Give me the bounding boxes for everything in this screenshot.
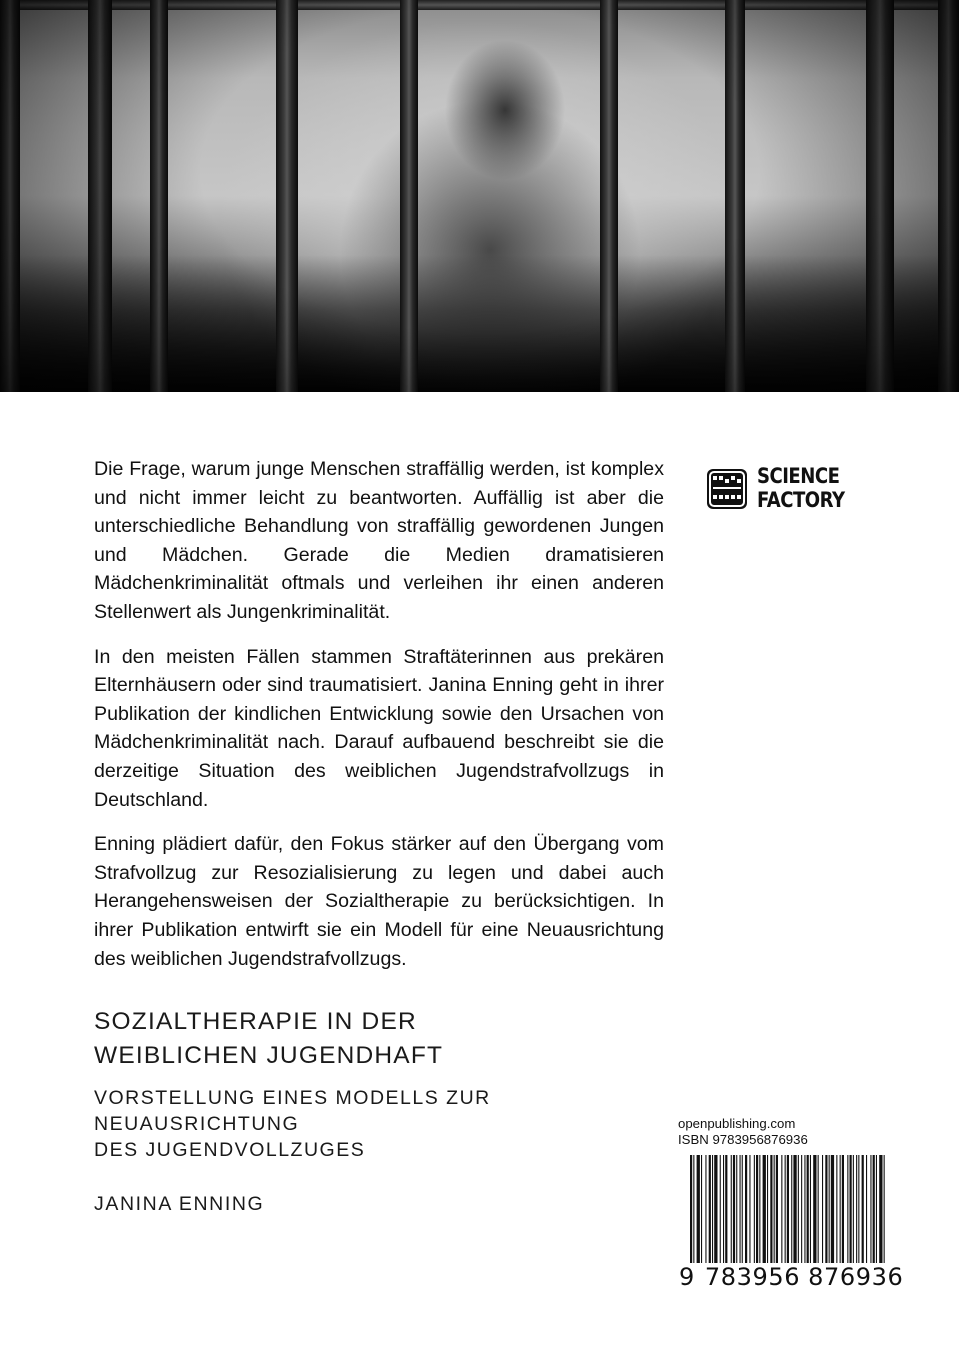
barcode-bar	[709, 1155, 711, 1263]
barcode-first-digit: 9	[679, 1263, 695, 1291]
barcode-bar	[807, 1155, 809, 1263]
isbn-label: ISBN 9783956876936	[678, 1132, 808, 1147]
barcode-bar	[774, 1155, 775, 1263]
barcode-bar	[733, 1155, 735, 1263]
barcode-bar	[693, 1155, 694, 1277]
book-description	[94, 455, 664, 989]
barcode-bar	[801, 1155, 802, 1263]
barcode-bar	[720, 1155, 721, 1263]
barcode-bar	[749, 1155, 750, 1263]
description-paragraph: Die Frage, warum junge Menschen straffällig werden, ist komplex und nicht immer leicht zu beantworten. Auffällig ist aber die unterschiedliche Behandlung von straffällig gewordenen Jungen und Mädchen. Gerade die Medien dramatisieren Mädchenkriminalität oftmals und verleihen ihr einen anderen Stellenwert als Jungenkriminalität.	[94, 458, 664, 623]
book-author: JANINA ENNING	[94, 1193, 265, 1215]
barcode-bar	[793, 1155, 796, 1263]
cover-photo	[0, 0, 959, 392]
book-subtitle	[94, 1085, 694, 1163]
barcode-bar	[725, 1155, 727, 1263]
title-line: WEIBLICHEN JUGENDHAFT	[94, 1042, 444, 1069]
barcode-bar	[723, 1155, 724, 1263]
photo-vignette	[0, 0, 959, 392]
barcode-bar	[818, 1155, 819, 1263]
barcode-bar	[714, 1155, 717, 1263]
barcode-bar	[712, 1155, 713, 1263]
logo-line: FACTORY	[757, 488, 845, 512]
subtitle-line: DES JUGENDVOLLZUGES	[94, 1139, 366, 1161]
barcode-bar	[770, 1155, 772, 1263]
barcode-bar	[798, 1155, 799, 1263]
logo-wordmark	[757, 464, 845, 512]
barcode-bar	[853, 1155, 854, 1263]
barcode-group-2: 876936	[808, 1263, 904, 1291]
barcode-bar	[829, 1155, 830, 1263]
barcode-bar	[847, 1155, 848, 1263]
barcode-bar	[785, 1155, 786, 1277]
title-line: SOZIALTHERAPIE IN DER	[94, 1008, 417, 1035]
barcode-bar	[840, 1155, 841, 1263]
logo-line: SCIENCE	[757, 464, 840, 488]
barcode-group-1: 783956	[704, 1263, 801, 1291]
barcode-bar	[697, 1155, 700, 1263]
barcode-bar	[836, 1155, 837, 1263]
barcode-bar	[759, 1155, 760, 1263]
description-paragraph: Enning plädiert dafür, den Fokus stärker auf den Übergang vom Strafvollzug zur Resozialisierung zu legen und dabei auch Herangehensweisen der Sozialtherapie zu berücksichtigen. In ihrer Publikation entwirft sie ein Modell für eine Neuausrichtung des weiblichen Jugendstrafvollzugs.	[94, 833, 664, 970]
barcode-bar	[850, 1155, 852, 1263]
barcode-bar	[873, 1155, 875, 1263]
subtitle-line: VORSTELLUNG EINES MODELLS ZUR NEUAUSRICHTUNG	[94, 1087, 491, 1135]
description-paragraph: In den meisten Fällen stammen Straftäterinnen aus prekären Elternhäusern oder sind traumatisiert. Janina Enning geht in ihrer Publikation der kindlichen Entwicklung sowie den Ursachen von Mädchenkriminalität nach. Darauf aufbauend beschreibt sie die derzeitige Situation des weiblichen Jugendstrafvollzugs in Deutschland.	[94, 645, 664, 811]
barcode-bar	[862, 1155, 864, 1263]
barcode-bar	[767, 1155, 768, 1263]
barcode-bar	[705, 1155, 706, 1263]
science-factory-icon	[706, 465, 748, 511]
barcode-bar	[842, 1155, 844, 1263]
barcode-bar	[756, 1155, 758, 1263]
barcode-bar	[858, 1155, 859, 1263]
barcode-bar	[810, 1155, 811, 1263]
barcode-bar	[791, 1155, 792, 1263]
barcode-bar	[740, 1155, 741, 1263]
barcode-bar	[742, 1155, 743, 1263]
barcode-bar	[825, 1155, 827, 1263]
barcode-bar	[745, 1155, 747, 1263]
barcode-bar	[822, 1155, 823, 1263]
barcode-bar	[776, 1155, 778, 1263]
barcode-bar	[870, 1155, 871, 1263]
book-title	[94, 1005, 694, 1073]
barcode-bar	[736, 1155, 737, 1263]
barcode-bar	[856, 1155, 857, 1263]
publisher-info	[678, 1116, 808, 1148]
barcode-bar	[690, 1155, 692, 1277]
barcode-bar	[731, 1155, 732, 1263]
barcode-bar	[879, 1155, 882, 1277]
barcode-bar	[781, 1155, 782, 1263]
barcode-bar	[804, 1155, 805, 1263]
barcode-bar	[884, 1155, 885, 1277]
barcode-bar	[876, 1155, 877, 1263]
barcode-bar	[866, 1155, 867, 1263]
barcode-bar	[701, 1155, 702, 1263]
publisher-logo	[706, 464, 866, 516]
barcode-bar	[813, 1155, 816, 1263]
barcode-bar	[831, 1155, 834, 1263]
barcode-digits	[678, 1263, 904, 1291]
barcode-bar	[754, 1155, 755, 1263]
publisher-website: openpublishing.com	[678, 1116, 796, 1131]
barcode-bar	[787, 1155, 789, 1277]
barcode-bar	[763, 1155, 766, 1263]
